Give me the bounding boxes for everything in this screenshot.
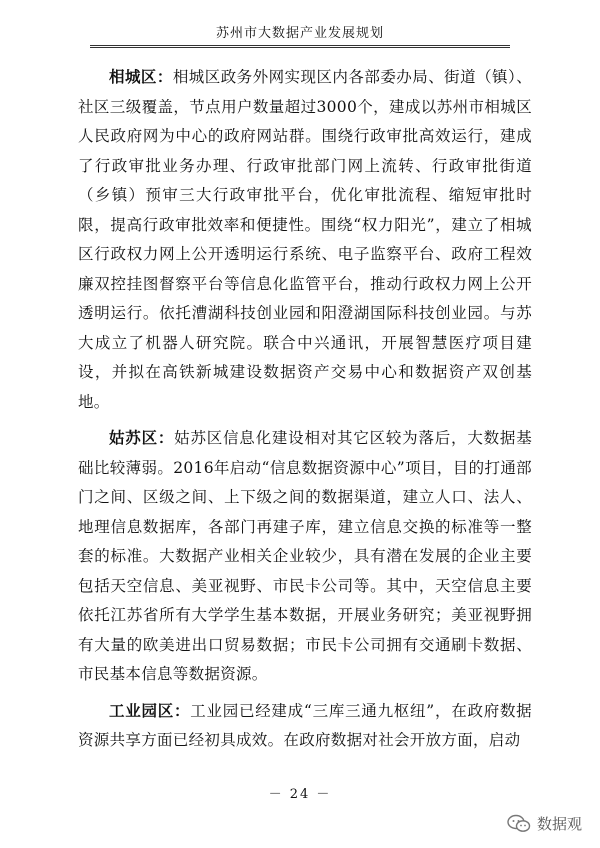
- document-body: [78, 62, 532, 762]
- paragraph-text: 工业园已经建成“三库三通九枢纽”，在政府数据资源共享方面已经初具成效。在政府数据对社会开放方面，启动: [78, 701, 532, 749]
- paragraph-lead: 相城区：: [109, 67, 173, 86]
- watermark: [507, 813, 582, 834]
- page-number: － 24 －: [268, 787, 332, 802]
- paragraph-lead: 工业园区：: [109, 700, 191, 720]
- paragraph-lead: 姑苏区：: [109, 428, 175, 447]
- wechat-icon: [507, 814, 531, 834]
- paragraph-text: 姑苏区信息化建设相对其它区较为落后，大数据基础比较薄弱。2016年启动“信息数据资源中心”项目，目的打通部门之间、区级之间、上下级之间的数据渠道，建立人口、法人、地理信息数据库，各部门再建子库，建立信息交换的标准等一整套的标准。大数据产业相关企业较少，具有潜在发展的企业主要包括天空信息、美亚视野、市民卡公司等。其中，天空信息主要依托江苏省所有大学学生基本数据，开展业务研究；美亚视野拥有大量的欧美进出口贸易数据；市民卡公司拥有交通刷卡数据、市民基本信息等数据资源。: [78, 429, 532, 683]
- watermark-label: 数据观: [536, 815, 582, 833]
- paragraph-text: 相城区政务外网实现区内各部委办局、街道（镇）、社区三级覆盖，节点用户数量超过3000个，建成以苏州市相城区人民政府网为中心的政府网站群。围绕行政审批高效运行，建成了行政审批业务办理、行政审批部门网上流转、行政审批街道（乡镇）预审三大行政审批平台，优化审批流程、缩短审批时限，提高行政审批效率和便捷性。围绕“权力阳光”，建立了相城区行政权力网上公开透明运行系统、电子监察平台、政府工程效廉双控挂图督察平台等信息化监管平台，推动行政权力网上公开透明运行。依托漕湖科技创业园和阳澄湖国际科技创业园。与苏大成立了机器人研究院。联合中兴通讯，开展智慧医疗项目建设，并拟在高铁新城建设数据资产交易中心和数据资产双创基地。: [78, 68, 532, 411]
- header-rule: [90, 45, 510, 46]
- running-header: 苏州市大数据产业发展规划: [90, 22, 510, 48]
- paragraph-industrial-park: [78, 696, 532, 756]
- paragraph-gusu: [78, 423, 532, 690]
- paragraph-xiangcheng: [78, 62, 532, 417]
